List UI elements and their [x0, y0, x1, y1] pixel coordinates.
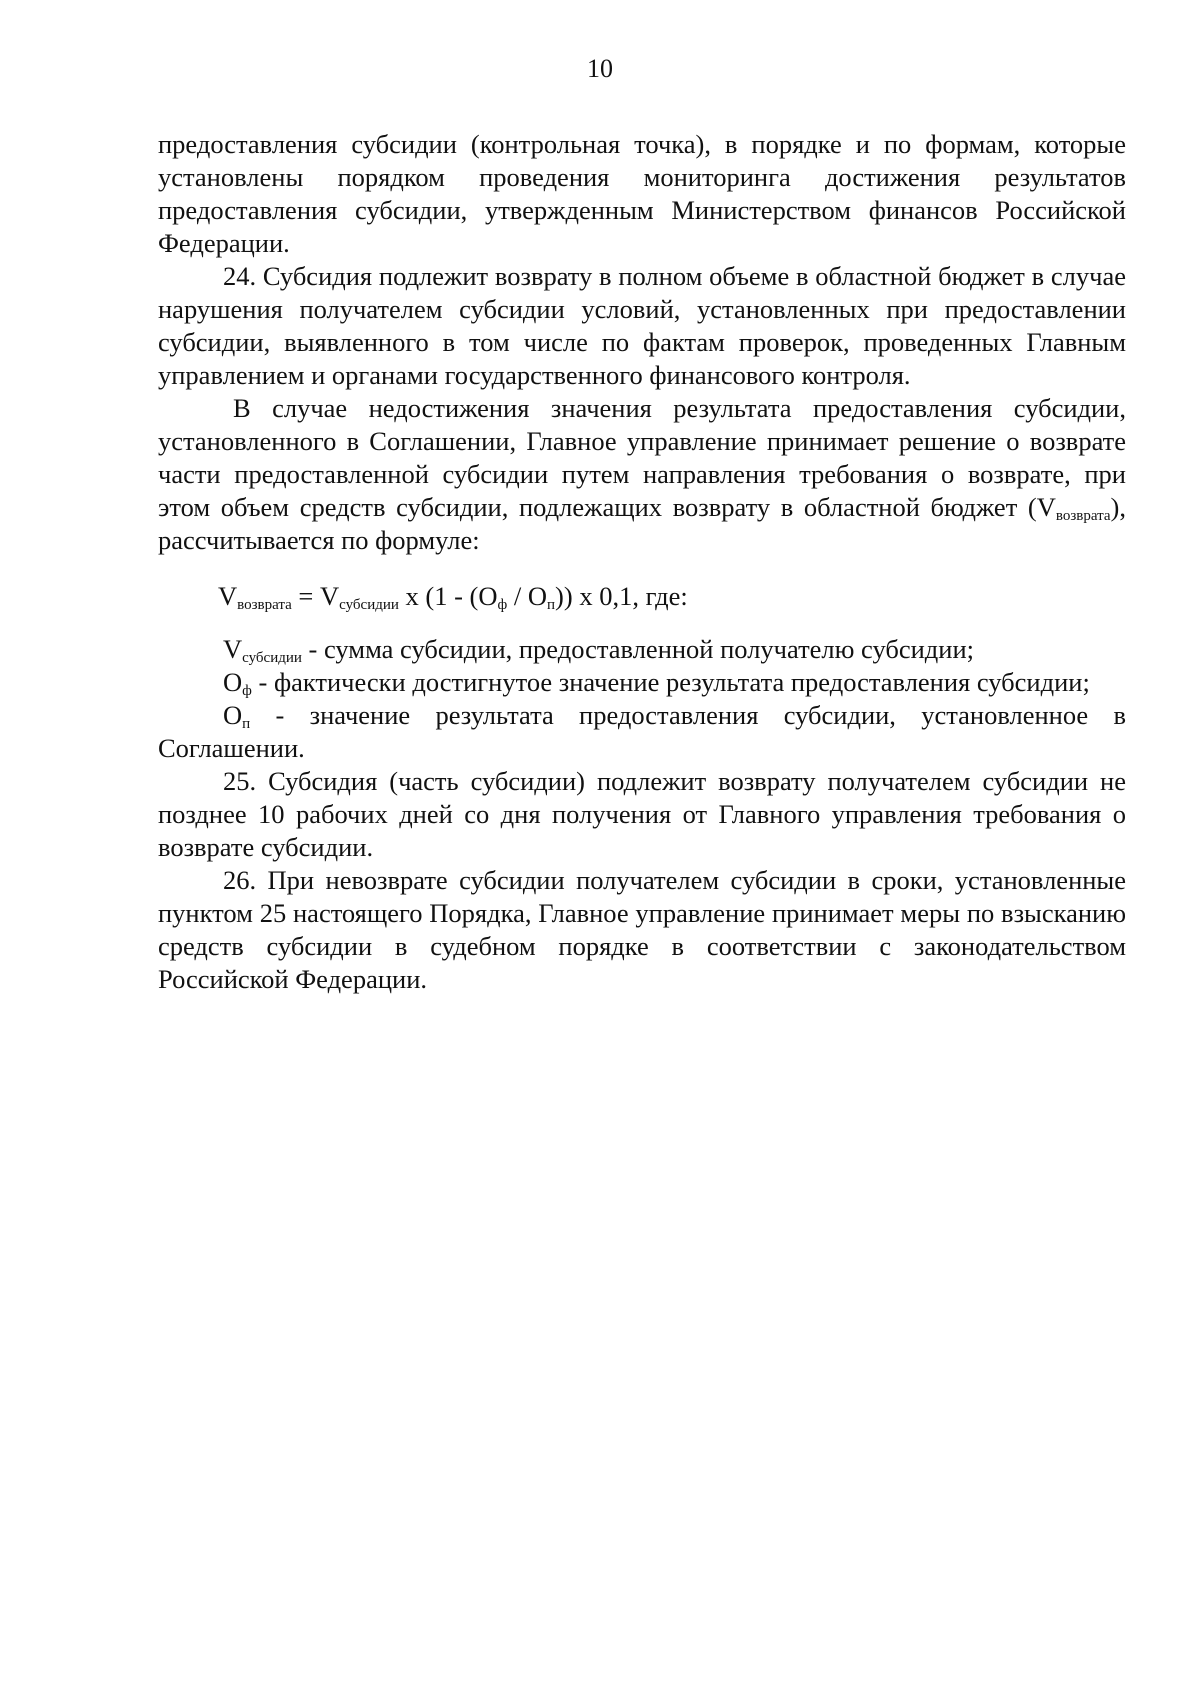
formula-v2-sub: субсидии	[339, 597, 399, 613]
def-op-text: - значение результата предоставления субсидии, установленное в Соглашении.	[158, 700, 1126, 763]
def-v-sub: субсидии	[242, 650, 302, 666]
formula-op-sub: п	[547, 597, 556, 613]
def-op-symbol: О	[223, 700, 243, 730]
subscript-vozvrata: возврата	[1055, 508, 1111, 524]
definition-of	[158, 666, 1126, 699]
def-v-text: - сумма субсидии, предоставленной получателю субсидии;	[301, 634, 975, 664]
paragraph-case-tail: ), рассчитывается по формуле:	[158, 492, 1126, 555]
paragraph-case-text: В случае недостижения значения результата предоставления субсидии, установленного в Соглашении, Главное управление принимает решение о возврате части предоставленной субсидии путем направления требования о возврате, при этом объем средств субсидии, подлежащих возврату в областной бюджет (V	[158, 393, 1126, 522]
def-of-symbol: О	[223, 667, 243, 697]
formula-of-sub: ф	[497, 597, 508, 613]
def-v-symbol: V	[223, 634, 243, 664]
paragraph-case	[158, 392, 1126, 557]
def-of-text: - фактически достигнутое значение результата предоставления субсидии;	[251, 667, 1090, 697]
document-body	[158, 128, 1126, 996]
definition-v-subsidii	[158, 633, 1126, 666]
formula-mid: x (1 - (О	[398, 581, 498, 611]
formula-eq: = V	[291, 581, 340, 611]
paragraph-26: 26. При невозврате субсидии получателем субсидии в сроки, установленные пунктом 25 настоящего Порядка, Главное управление принимает меры по взысканию средств субсидии в судебном порядке в соответствии с законодательством Российской Федерации.	[158, 865, 1126, 994]
definition-op	[158, 699, 1126, 765]
formula-v1: V	[218, 581, 238, 611]
def-of-sub: ф	[242, 683, 252, 699]
formula	[158, 580, 1126, 613]
page-number: 10	[587, 54, 613, 83]
paragraph-intro: предоставления субсидии (контрольная точка), в порядке и по формам, которые установлены порядком проведения мониторинга достижения результатов предоставления субсидии, утвержденным Министерством финансов Российской Федерации.	[158, 129, 1126, 258]
paragraph-25: 25. Субсидия (часть субсидии) подлежит возврату получателем субсидии не позднее 10 рабочих дней со дня получения от Главного управления требования о возврате субсидии.	[158, 766, 1126, 862]
formula-slash: / О	[507, 581, 548, 611]
formula-v1-sub: возврата	[237, 597, 292, 613]
def-op-sub: п	[242, 716, 251, 732]
formula-end: )) x 0,1, где:	[555, 581, 688, 611]
paragraph-24: 24. Субсидия подлежит возврату в полном объеме в областной бюджет в случае нарушения получателем субсидии условий, установленных при предоставлении субсидии, выявленного в том числе по фактам проверок, проведенных Главным управлением и органами государственного финансового контроля.	[158, 261, 1126, 390]
